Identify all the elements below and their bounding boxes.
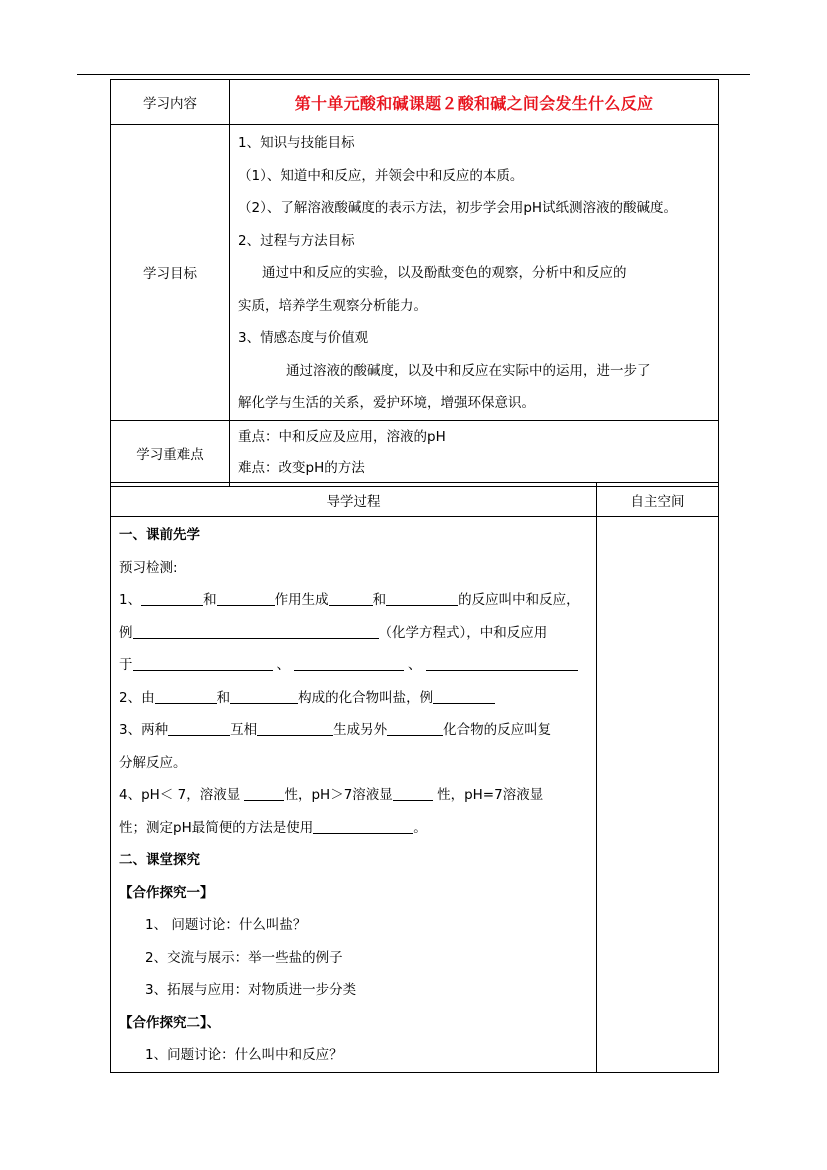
question-4-cont: 性；测定pH最简便的方法是使用 。 bbox=[119, 812, 596, 845]
process-header: 导学过程 bbox=[111, 483, 597, 517]
guide-header-row bbox=[111, 483, 719, 517]
answer-blank[interactable] bbox=[433, 687, 495, 704]
answer-blank[interactable] bbox=[426, 654, 578, 671]
objectives-content bbox=[230, 125, 718, 420]
question-1-uses: 于 、 、 bbox=[119, 649, 596, 682]
answer-blank[interactable] bbox=[230, 687, 298, 704]
answer-blank[interactable] bbox=[387, 719, 443, 736]
answer-blank[interactable] bbox=[257, 719, 333, 736]
objective-line: 1、知识与技能目标 bbox=[238, 135, 355, 151]
answer-blank[interactable] bbox=[168, 719, 230, 736]
objective-line: 通过溶液的酸碱度，以及中和反应在实际中的运用，进一步了 bbox=[286, 362, 651, 379]
guide-body-row bbox=[111, 517, 719, 1073]
question-1: 1、 和 作用生成 和 的反应叫中和反应， bbox=[119, 584, 596, 617]
explore-two-item: 1、问题讨论：什么叫中和反应？ bbox=[145, 1047, 343, 1063]
answer-blank[interactable] bbox=[133, 622, 379, 639]
answer-blank[interactable] bbox=[141, 589, 203, 606]
difficulty-text: 难点：改变pH的方法 bbox=[238, 460, 365, 476]
explore-one-item: 3、拓展与应用：对物质进一步分类 bbox=[145, 982, 357, 998]
self-study-space[interactable] bbox=[597, 517, 719, 1073]
lesson-info-table bbox=[110, 79, 719, 487]
page-header-rule bbox=[77, 74, 750, 75]
objective-line: 2、过程与方法目标 bbox=[238, 232, 355, 249]
guide-content bbox=[111, 517, 596, 1072]
focus-text: 重点：中和反应及应用，溶液的pH bbox=[238, 429, 446, 445]
space-header: 自主空间 bbox=[597, 483, 719, 517]
objective-line: （2）、了解溶液酸碱度的表示方法，初步学会用pH试纸测溶液的酸碱度。 bbox=[238, 200, 678, 216]
objective-line: 通过中和反应的实验，以及酚酞变色的观察，分析中和反应的 bbox=[262, 265, 627, 281]
answer-blank[interactable] bbox=[294, 654, 404, 671]
answer-blank[interactable] bbox=[244, 784, 284, 801]
explore-two-heading: 【合作探究二】、 bbox=[119, 1014, 221, 1031]
section-in-class: 二、课堂探究 bbox=[119, 852, 200, 868]
question-2: 2、由 和 构成的化合物叫盐，例 bbox=[119, 682, 596, 715]
answer-blank[interactable] bbox=[217, 589, 275, 606]
guide-table bbox=[110, 482, 719, 1073]
objective-line: 实质，培养学生观察分析能力。 bbox=[238, 297, 427, 314]
question-3: 3、两种 互相 生成另外 化合物的反应叫复 bbox=[119, 714, 596, 747]
objective-line: 解化学与生活的关系，爱护环境，增强环保意识。 bbox=[238, 395, 535, 411]
study-content-label: 学习内容 bbox=[111, 80, 230, 125]
answer-blank[interactable] bbox=[133, 654, 273, 671]
question-1-example: 例 （化学方程式），中和反应用 bbox=[119, 617, 596, 650]
key-points-row bbox=[111, 420, 719, 486]
key-points-label: 学习重难点 bbox=[111, 420, 230, 486]
answer-blank[interactable] bbox=[313, 817, 413, 834]
question-3-cont: 分解反应。 bbox=[119, 754, 187, 771]
explore-one-item: 2、交流与展示：举一些盐的例子 bbox=[145, 949, 343, 966]
lesson-title: 第十单元酸和碱课题２酸和碱之间会发生什么反应 bbox=[230, 80, 719, 125]
preview-label: 预习检测: bbox=[119, 559, 178, 576]
key-points-content bbox=[230, 422, 718, 484]
objective-line: （1）、知道中和反应，并领会中和反应的本质。 bbox=[238, 167, 524, 184]
objective-line: 3、情感态度与价值观 bbox=[238, 330, 369, 346]
section-before-class: 一、课前先学 bbox=[119, 527, 200, 543]
title-row bbox=[111, 80, 719, 125]
explore-one-heading: 【合作探究一】 bbox=[119, 884, 214, 901]
question-4: 4、pH＜ 7，溶液显 性，pH＞7溶液显 性，pH=7溶液显 bbox=[119, 779, 596, 812]
objectives-row bbox=[111, 125, 719, 421]
answer-blank[interactable] bbox=[329, 589, 373, 606]
explore-one-item: 1、 问题讨论：什么叫盐？ bbox=[145, 917, 307, 933]
answer-blank[interactable] bbox=[386, 589, 458, 606]
answer-blank[interactable] bbox=[393, 784, 433, 801]
objectives-label: 学习目标 bbox=[111, 125, 230, 421]
answer-blank[interactable] bbox=[155, 687, 217, 704]
